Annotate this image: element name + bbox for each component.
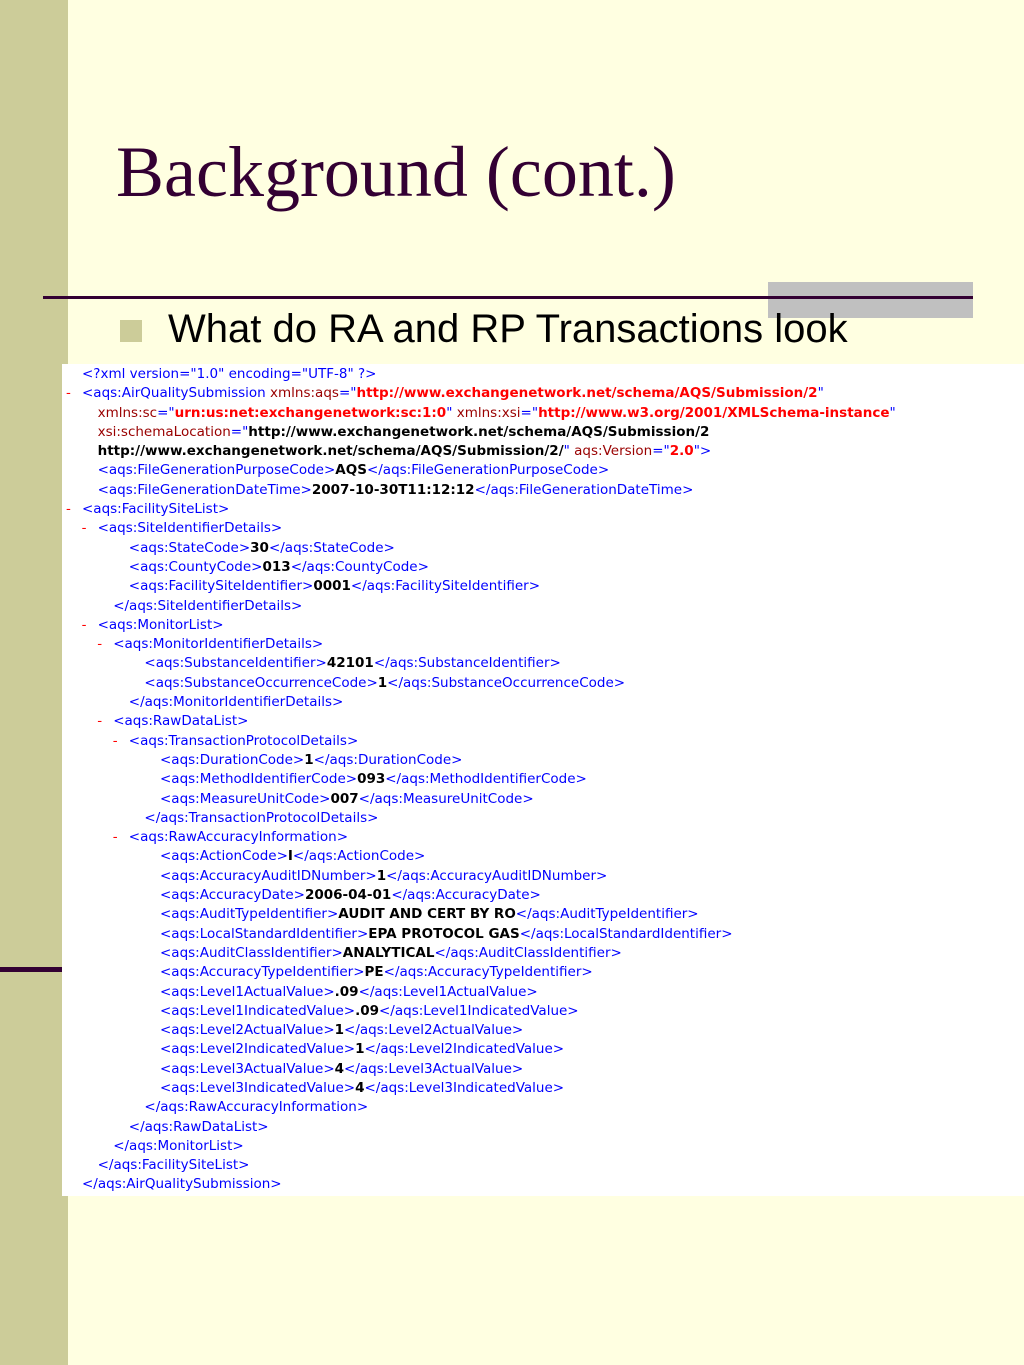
collapse-toggle[interactable]: - <box>112 829 118 846</box>
xml-line <box>66 1137 1020 1156</box>
xml-tag: </aqs:CountyCode> <box>290 558 429 575</box>
xml-attr-name: xmlns:xsi <box>456 404 521 421</box>
collapse-toggle[interactable]: - <box>97 713 103 730</box>
xml-line <box>66 809 1020 828</box>
xml-line <box>66 597 1020 616</box>
xml-line <box>66 519 1020 538</box>
xml-line <box>66 963 1020 982</box>
xml-text-value: 0001 <box>313 578 351 595</box>
xml-text-value: 2006-04-01 <box>304 887 392 904</box>
xml-line <box>66 539 1020 558</box>
xml-tag: <aqs:LocalStandardIdentifier> <box>160 925 369 942</box>
xml-tag: <aqs:Level2IndicatedValue> <box>160 1041 356 1058</box>
xml-text-value: .09 <box>334 983 359 1000</box>
xml-tag: </aqs:RawDataList> <box>128 1118 269 1135</box>
xml-declaration: <?xml version="1.0" encoding="UTF-8" ?> <box>82 366 377 382</box>
collapse-toggle[interactable]: - <box>112 732 118 749</box>
xml-tag: <aqs:FacilitySiteIdentifier> <box>128 578 314 595</box>
xml-tag: </aqs:Level2IndicatedValue> <box>364 1041 565 1058</box>
xml-tag: =" <box>157 404 175 421</box>
xml-line <box>66 365 1020 384</box>
xml-text-value: 013 <box>262 558 291 575</box>
xml-tag: =" <box>338 385 357 402</box>
xml-tag: <aqs:TransactionProtocolDetails> <box>128 732 359 749</box>
xml-tag: </aqs:FileGenerationPurposeCode> <box>366 462 610 479</box>
xml-line <box>66 1156 1020 1175</box>
xml-tag: </aqs:MethodIdentifierCode> <box>385 771 587 788</box>
xml-tag: <aqs:AuditTypeIdentifier> <box>160 906 339 923</box>
xml-tag: </aqs:AuditTypeIdentifier> <box>515 906 699 923</box>
xml-tag: </aqs:SiteIdentifierDetails> <box>113 597 303 614</box>
xml-line <box>66 1002 1020 1021</box>
xml-tag: </aqs:MonitorList> <box>113 1137 244 1154</box>
xml-tag: <aqs:RawDataList> <box>113 713 249 730</box>
xml-line <box>66 770 1020 789</box>
xml-tag: <aqs:DurationCode> <box>160 751 305 768</box>
xml-text-value: 4 <box>355 1079 365 1096</box>
xml-tag: <aqs:MonitorList> <box>97 616 224 633</box>
collapse-toggle[interactable]: - <box>81 616 87 633</box>
lower-rule <box>0 967 64 972</box>
xml-tag: </aqs:MeasureUnitCode> <box>358 790 534 807</box>
xml-tag: </aqs:FileGenerationDateTime> <box>474 481 694 498</box>
xml-tag: <aqs:Level1IndicatedValue> <box>160 1002 356 1019</box>
xml-text-value: 1 <box>355 1041 365 1058</box>
xml-tag: <aqs:Level2ActualValue> <box>160 1022 335 1039</box>
xml-tag: </aqs:Level1ActualValue> <box>358 983 538 1000</box>
xml-line <box>66 925 1020 944</box>
xml-tag: <aqs:SubstanceIdentifier> <box>144 655 327 672</box>
collapse-toggle[interactable]: - <box>66 385 71 402</box>
xml-line <box>66 712 1020 731</box>
xml-line <box>66 423 1020 442</box>
xml-text-value: http://www.exchangenetwork.net/schema/AQS/Submission/2 <box>248 423 710 440</box>
xml-line <box>66 1118 1020 1137</box>
xml-line <box>66 558 1020 577</box>
xml-line <box>66 1175 1020 1194</box>
xml-line <box>66 732 1020 751</box>
xml-tag: </aqs:AccuracyTypeIdentifier> <box>383 964 593 981</box>
xml-tag: </aqs:AccuracyDate> <box>391 887 541 904</box>
xml-tag: <aqs:FileGenerationDateTime> <box>97 481 312 498</box>
xml-tag: </aqs:FacilitySiteList> <box>97 1157 250 1174</box>
xml-text-value: 007 <box>330 790 359 807</box>
side-band <box>0 0 68 1365</box>
xml-attr-name: aqs:Version <box>574 443 653 460</box>
xml-attr-value: 2.0 <box>669 443 694 460</box>
xml-attr-value: urn:us:net:exchangenetwork:sc:1:0 <box>174 404 447 421</box>
xml-tag: <aqs:AirQualitySubmission <box>82 385 271 402</box>
xml-tag: <aqs:MonitorIdentifierDetails> <box>113 636 324 653</box>
xml-line <box>66 751 1020 770</box>
xml-tag: </aqs:SubstanceIdentifier> <box>373 655 561 672</box>
xml-text-value: 093 <box>357 771 386 788</box>
xml-text-value: AQS <box>335 462 367 479</box>
xml-tag: <aqs:Level1ActualValue> <box>160 983 335 1000</box>
xml-text-value: PE <box>364 964 384 981</box>
xml-line <box>66 461 1020 480</box>
xml-line <box>66 654 1020 673</box>
xml-attr-value: http://www.w3.org/2001/XMLSchema-instance <box>538 404 890 421</box>
collapse-toggle[interactable]: - <box>81 520 87 537</box>
xml-tag: <aqs:SiteIdentifierDetails> <box>97 520 283 537</box>
xml-tag: " <box>446 404 457 421</box>
xml-line <box>66 828 1020 847</box>
xml-line <box>66 442 1020 461</box>
xml-line <box>66 500 1020 519</box>
xml-line <box>66 983 1020 1002</box>
xml-tag: </aqs:SubstanceOccurrenceCode> <box>387 674 626 691</box>
xml-text-value: AUDIT AND CERT BY RO <box>338 906 516 923</box>
xml-tag: </aqs:Level1IndicatedValue> <box>379 1002 579 1019</box>
xml-viewer <box>62 364 1024 1196</box>
xml-line <box>66 577 1020 596</box>
xml-line <box>66 1021 1020 1040</box>
xml-text-value: 4 <box>334 1060 345 1077</box>
bullet-square-icon <box>120 320 142 342</box>
xml-line <box>66 481 1020 500</box>
xml-tag: <aqs:MeasureUnitCode> <box>160 790 331 807</box>
xml-attr-name: xmlns:sc <box>97 404 158 421</box>
xml-line <box>66 1098 1020 1117</box>
xml-text-value: 42101 <box>326 655 374 672</box>
xml-line <box>66 635 1020 654</box>
xml-text-value: 30 <box>250 539 269 556</box>
xml-tag: " <box>563 443 575 460</box>
xml-line <box>66 404 1020 423</box>
xml-tag: " <box>817 385 824 402</box>
xml-tag: <aqs:AccuracyTypeIdentifier> <box>160 964 365 981</box>
xml-attr-name: xmlns:aqs <box>270 385 339 402</box>
title-rule <box>43 296 973 299</box>
xml-text-value: http://www.exchangenetwork.net/schema/AQS/Submission/2/ <box>97 443 564 460</box>
xml-line <box>66 847 1020 866</box>
xml-tag: </aqs:MonitorIdentifierDetails> <box>128 694 344 711</box>
xml-line <box>66 1060 1020 1079</box>
collapse-toggle[interactable]: - <box>97 636 103 653</box>
xml-attr-name: xsi:schemaLocation <box>97 423 231 440</box>
xml-tag: </aqs:RawAccuracyInformation> <box>144 1099 369 1116</box>
xml-tag: "> <box>693 443 712 460</box>
xml-tag: </aqs:ActionCode> <box>292 848 426 865</box>
xml-text-value: ANALYTICAL <box>342 944 435 961</box>
xml-line <box>66 905 1020 924</box>
xml-text-value: 1 <box>376 867 387 884</box>
xml-tag: <aqs:MethodIdentifierCode> <box>160 771 358 788</box>
xml-tag: <aqs:Level3IndicatedValue> <box>160 1079 356 1096</box>
xml-text-value: 2007-10-30T11:12:12 <box>311 481 475 498</box>
xml-tag: </aqs:FacilitySiteIdentifier> <box>350 578 541 595</box>
xml-line <box>66 384 1020 403</box>
slide-title: Background (cont.) <box>116 132 676 212</box>
xml-text-value: 1 <box>334 1022 345 1039</box>
xml-tag: <aqs:AuditClassIdentifier> <box>160 944 343 961</box>
xml-tag: </aqs:Level3IndicatedValue> <box>364 1079 565 1096</box>
collapse-toggle[interactable]: - <box>66 501 71 518</box>
xml-line <box>66 944 1020 963</box>
xml-line <box>66 867 1020 886</box>
xml-tag: <aqs:SubstanceOccurrenceCode> <box>144 674 378 691</box>
xml-tag: <aqs:FileGenerationPurposeCode> <box>97 462 336 479</box>
bullet-text: What do RA and RP Transactions look <box>168 307 848 351</box>
xml-tag: </aqs:AirQualitySubmission> <box>82 1176 282 1193</box>
xml-content <box>66 365 1020 1195</box>
xml-text-value: I <box>287 848 293 865</box>
xml-tag: <aqs:AccuracyDate> <box>160 887 305 904</box>
xml-tag: <aqs:FacilitySiteList> <box>82 501 230 518</box>
xml-line <box>66 693 1020 712</box>
xml-tag: <aqs:CountyCode> <box>128 558 263 575</box>
xml-attr-value: http://www.exchangenetwork.net/schema/AQS/Submission/2 <box>356 385 818 402</box>
xml-tag: </aqs:AccuracyAuditIDNumber> <box>386 867 608 884</box>
xml-tag: </aqs:TransactionProtocolDetails> <box>144 809 379 826</box>
xml-line <box>66 790 1020 809</box>
xml-tag: </aqs:Level2ActualValue> <box>344 1022 524 1039</box>
xml-line <box>66 1040 1020 1059</box>
xml-tag: </aqs:Level3ActualValue> <box>344 1060 524 1077</box>
xml-text-value: EPA PROTOCOL GAS <box>368 925 520 942</box>
xml-tag: =" <box>520 404 539 421</box>
xml-text-value: .09 <box>355 1002 379 1019</box>
xml-line <box>66 886 1020 905</box>
xml-tag: </aqs:DurationCode> <box>313 751 463 768</box>
xml-tag: <aqs:Level3ActualValue> <box>160 1060 335 1077</box>
xml-tag: <aqs:ActionCode> <box>160 848 288 865</box>
xml-tag: =" <box>652 443 670 460</box>
xml-text-value: 1 <box>377 674 388 691</box>
xml-tag: <aqs:RawAccuracyInformation> <box>128 829 349 846</box>
xml-line <box>66 616 1020 635</box>
xml-tag: " <box>889 404 896 421</box>
xml-tag: </aqs:LocalStandardIdentifier> <box>519 925 733 942</box>
xml-tag: </aqs:AuditClassIdentifier> <box>434 944 622 961</box>
xml-text-value: 1 <box>304 751 314 768</box>
xml-tag: </aqs:StateCode> <box>268 539 395 556</box>
xml-tag: <aqs:StateCode> <box>128 539 251 556</box>
xml-tag: <aqs:AccuracyAuditIDNumber> <box>160 867 377 884</box>
xml-tag: =" <box>230 423 249 440</box>
xml-line <box>66 1079 1020 1098</box>
xml-line <box>66 674 1020 693</box>
